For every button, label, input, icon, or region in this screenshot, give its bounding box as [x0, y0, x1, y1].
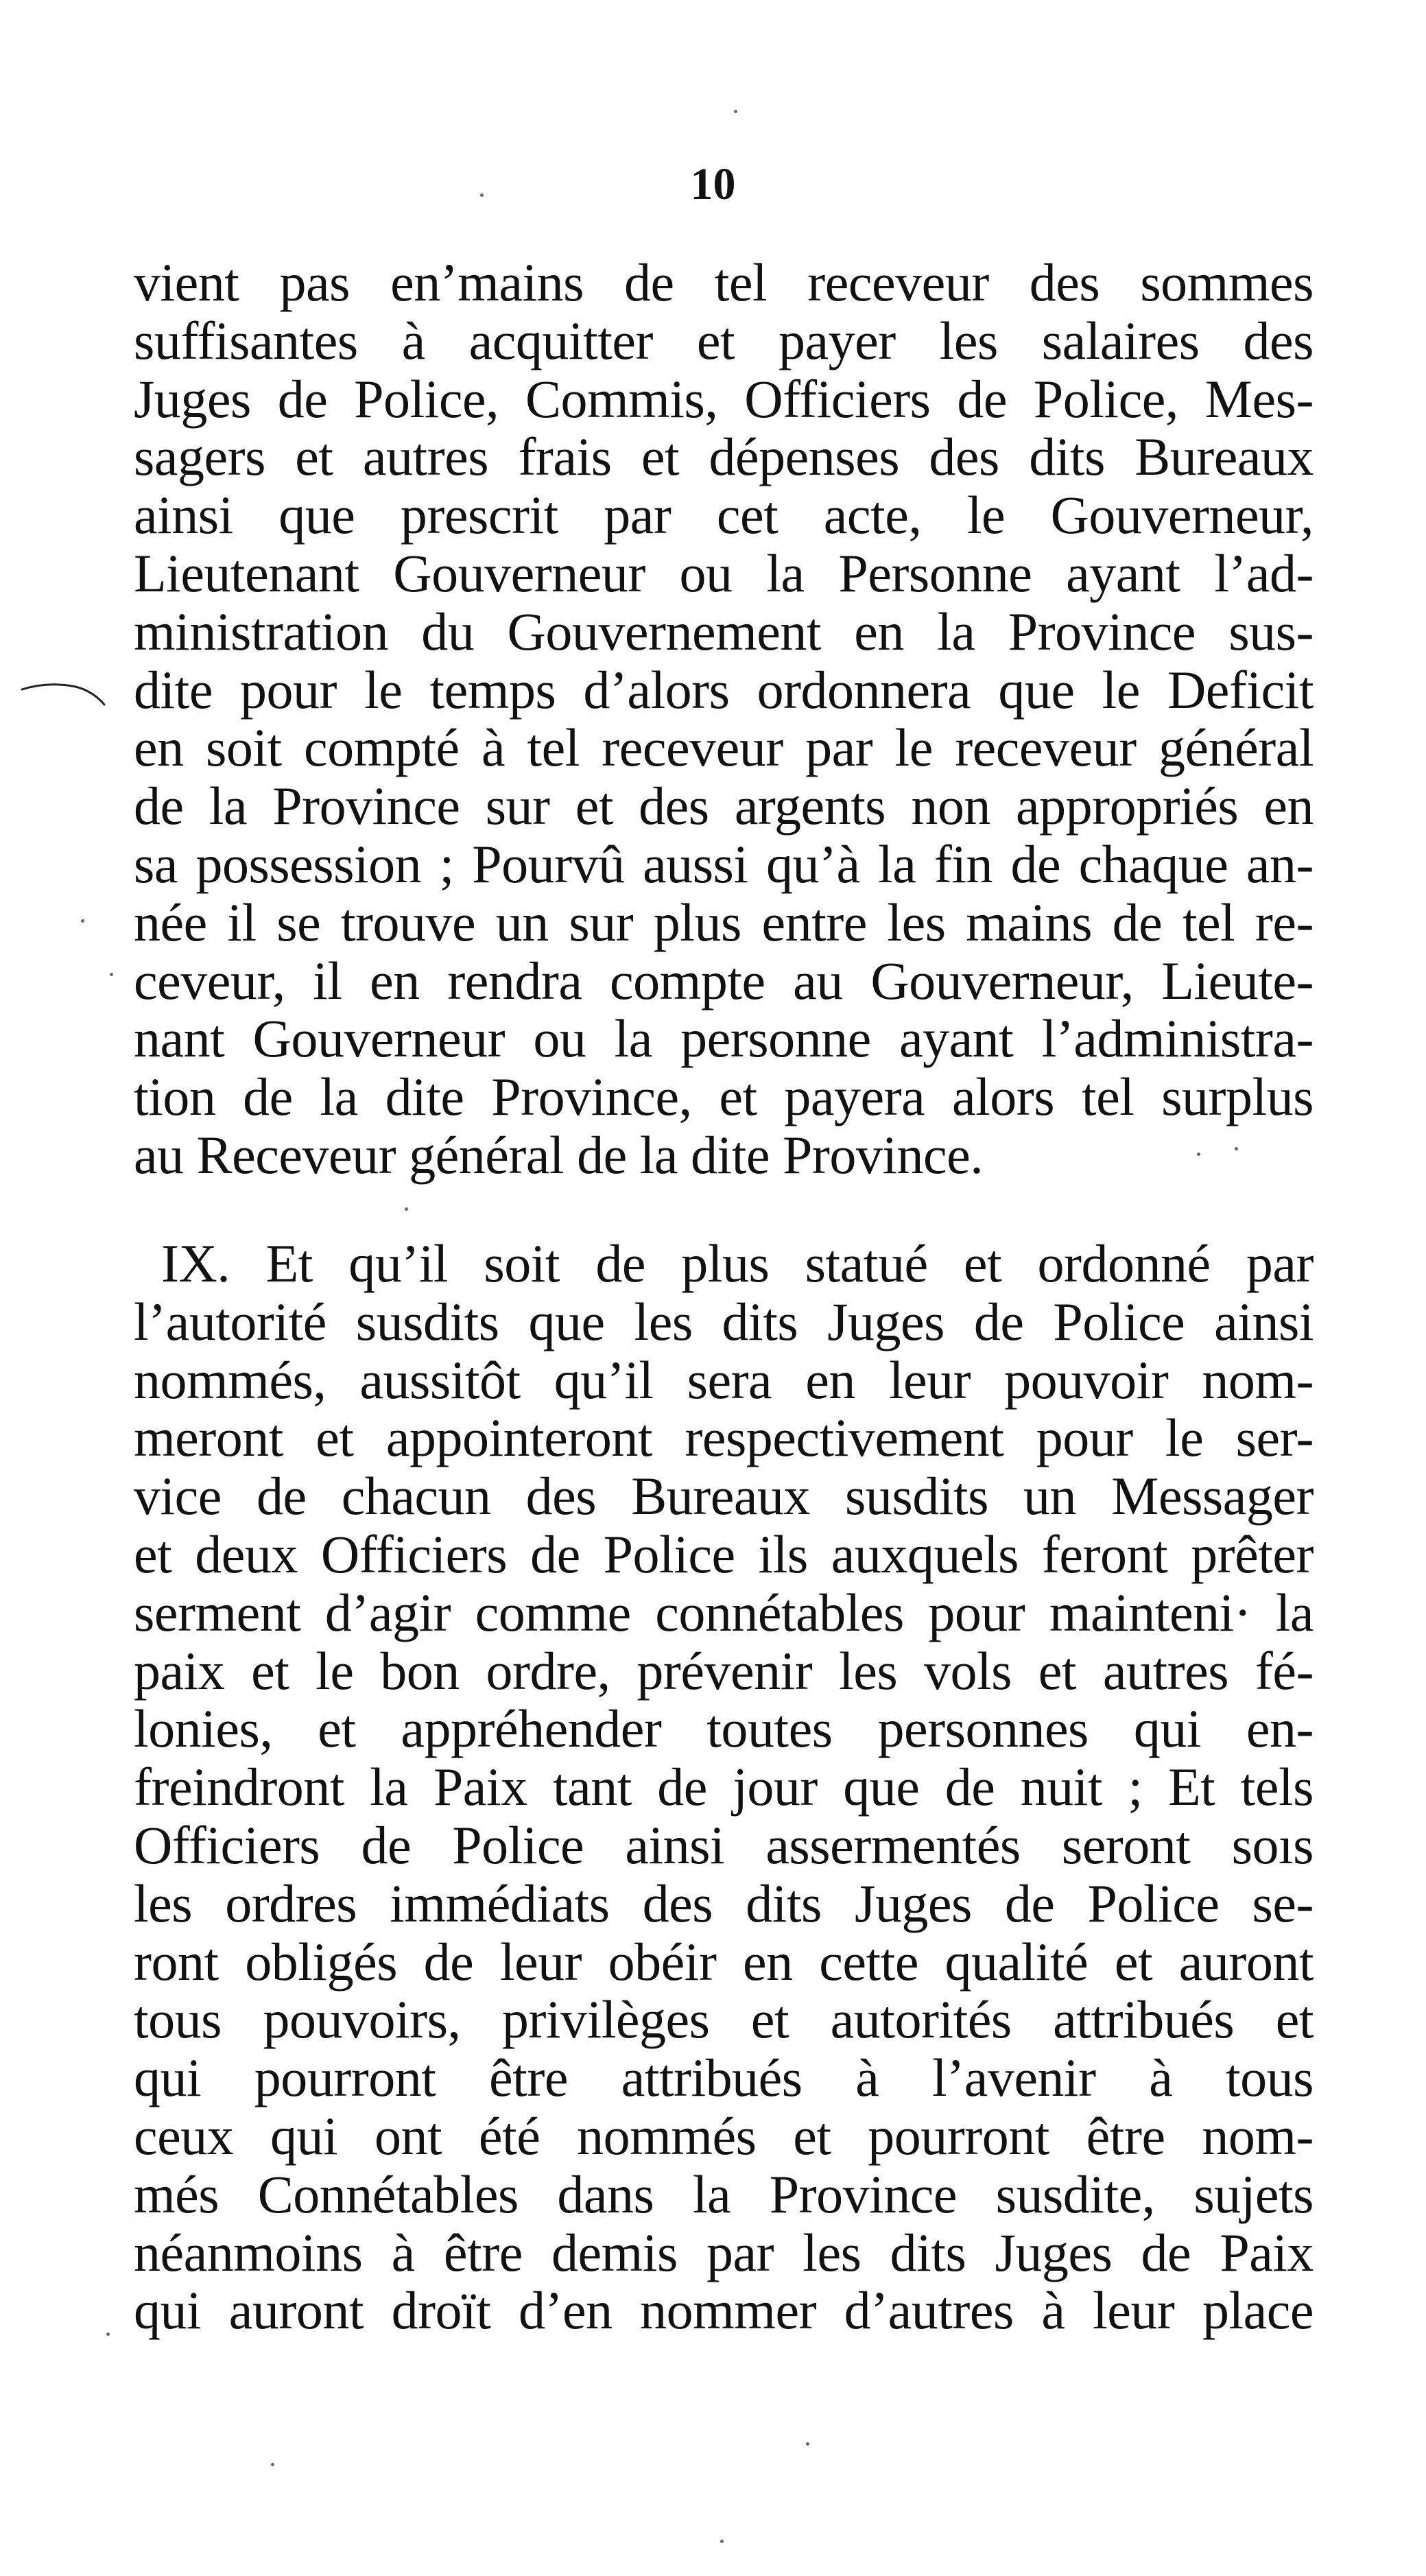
text-line: en soit compté à tel receveur par le receveur général [134, 718, 1314, 778]
paper-speck [720, 2540, 724, 2543]
page-number: 10 [690, 159, 736, 209]
paper-speck [405, 1207, 408, 1211]
text-line: paix et le bon ordre, prévenir les vols et autres fé- [134, 1640, 1314, 1701]
text-line: suffisantes à acquitter et payer les salaires des [134, 310, 1314, 370]
text-line: nommés, aussitôt qu’il sera en leur pouvoir nom- [134, 1349, 1314, 1410]
text-line: vient pas en’mains de tel receveur des sommes [134, 252, 1314, 312]
text-line: Officiers de Police ainsi assermentés seront soıs [134, 1815, 1314, 1875]
paper-speck [106, 2332, 110, 2336]
text-line: ceveur, il en rendra compte au Gouverneur, Lieute- [134, 950, 1314, 1011]
text-line: lonies, et appréhender toutes personnes qui en- [134, 1699, 1314, 1759]
paragraph-section-ix [134, 1235, 1314, 2340]
text-line: qui auront droït d’en nommer d’autres à leur place [134, 2280, 1314, 2341]
text-line: née il se trouve un sur plus entre les mains de tel re- [134, 892, 1314, 952]
text-line: sagers et autres frais et dépenses des dits Bureaux [134, 427, 1314, 487]
paper-speck [271, 2463, 274, 2466]
text-line: l’autorité susdits que les dits Juges de Police ainsi [134, 1291, 1314, 1351]
text-line: ministration du Gouvernement en la Province sus- [134, 601, 1314, 661]
text-line: Lieutenant Gouverneur ou la Personne ayant l’ad- [134, 543, 1314, 603]
text-line: Juges de Police, Commis, Officiers de Police, Mes- [134, 368, 1314, 429]
text-line: tous pouvoirs, privilèges et autorités attribués et [134, 1989, 1314, 2050]
text-line: ront obligés de leur obéir en cette qualité et auront [134, 1931, 1314, 1992]
text-line: tion de la dite Province, et payera alors tel surplus [134, 1067, 1314, 1127]
text-line: de la Province sur et des argents non appropriés en [134, 776, 1314, 836]
paper-speck [81, 919, 84, 923]
text-line: nant Gouverneur ou la personne ayant l’administra- [134, 1008, 1314, 1069]
paper-speck [480, 193, 484, 197]
text-line: freindront la Paix tant de jour que de nuit ; Et tels [134, 1757, 1314, 1817]
text-line: ainsi que prescrit par cet acte, le Gouverneur, [134, 485, 1314, 545]
text-line: meront et appointeront respectivement pour le ser- [134, 1408, 1314, 1468]
text-line: serment d’agir comme connétables pour mainteni· la [134, 1582, 1314, 1642]
paper-speck [110, 973, 113, 976]
text-line: néanmoins à être demis par les dits Juges de Paix [134, 2222, 1314, 2282]
text-line: les ordres immédiats des dits Juges de Police se- [134, 1873, 1314, 1933]
text-line: ceux qui ont été nommés et pourront être nom- [134, 2105, 1314, 2166]
text-line: IX. Et qu’il soit de plus statué et ordonné par [161, 1233, 1314, 1293]
text-line: vice de chacun des Bureaux susdits un Messager [134, 1466, 1314, 1526]
margin-pen-stroke [21, 676, 106, 710]
paragraph-continued [134, 254, 1314, 1185]
paper-speck [806, 2442, 809, 2446]
text-line: au Receveur général de la dite Province. [134, 1124, 984, 1185]
text-line: qui pourront être attribués à l’avenir à tous [134, 2048, 1314, 2108]
text-line: et deux Officiers de Police ils auxquels feront prêter [134, 1524, 1314, 1584]
paper-speck [734, 110, 737, 113]
text-line: més Connétables dans la Province susdite, sujets [134, 2164, 1314, 2224]
text-line: dite pour le temps d’alors ordonnera que le Deficit [134, 659, 1314, 720]
text-line: sa possession ; Pourvû aussi qu’à la fin de chaque an- [134, 834, 1314, 894]
